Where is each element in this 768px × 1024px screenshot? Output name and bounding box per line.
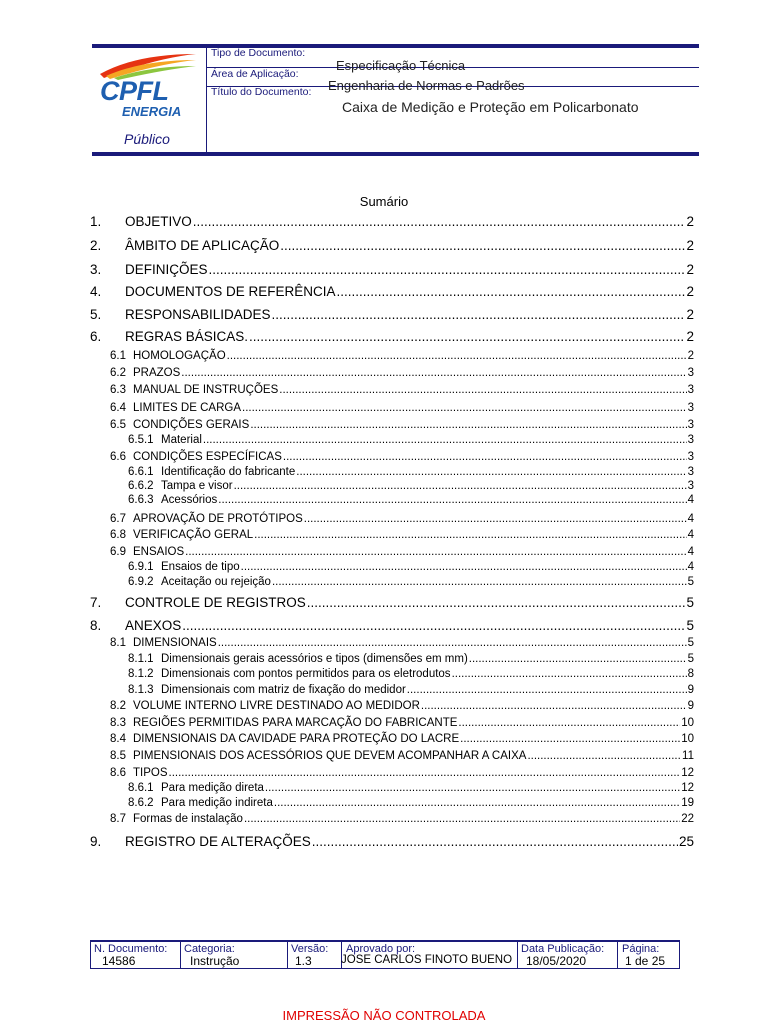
toc-entry-label: Identificação do fabricante (161, 466, 296, 478)
toc-entry-label: LIMITES DE CARGA (133, 402, 241, 414)
toc-entry-page: 4 (687, 494, 694, 506)
toc-entry-page: 12 (681, 782, 694, 794)
toc-entry[interactable] (110, 513, 694, 525)
toc-leader-dots (181, 367, 686, 379)
toc-leader-dots (249, 329, 685, 344)
uncontrolled-print-notice: IMPRESSÃO NÃO CONTROLADA (282, 1008, 486, 1023)
toc-entry-page: 3 (687, 419, 694, 431)
toc-leader-dots (312, 834, 678, 849)
toc-entry[interactable] (90, 595, 694, 610)
doc-number: 14586 (102, 954, 136, 968)
toc-entry[interactable] (110, 419, 694, 431)
toc-entry-page: 3 (687, 434, 694, 446)
toc-entry[interactable] (128, 434, 694, 446)
toc-entry-label: ÂMBITO DE APLICAÇÃO (125, 238, 280, 253)
toc-entry-number: 5. (90, 307, 102, 322)
toc-leader-dots (218, 637, 687, 649)
toc-entry-number: 4. (90, 284, 102, 299)
toc-leader-dots (272, 307, 686, 322)
toc-leader-dots (193, 214, 686, 229)
toc-entry-number: 8.4 (110, 733, 126, 745)
toc-leader-dots (182, 618, 685, 633)
toc-entry-label: VERIFICAÇÃO GERAL (133, 529, 254, 541)
toc-entry-number: 8.7 (110, 813, 126, 825)
toc-entry-label: VOLUME INTERNO LIVRE DESTINADO AO MEDIDOR (133, 700, 420, 712)
toc-leader-dots (254, 529, 686, 541)
toc-entry-label: CONDIÇÕES ESPECÍFICAS (133, 451, 282, 463)
toc-entry-label: HOMOLOGAÇÃO (133, 350, 226, 362)
toc-entry-page: 9 (687, 684, 694, 696)
toc-entry-label: Dimensionais gerais acessórios e tipos (dimensões em mm) (161, 653, 468, 665)
toc-entry[interactable] (110, 384, 694, 396)
header-divider (206, 48, 207, 152)
toc-entry-page: 3 (687, 402, 694, 414)
toc-entry-label: ANEXOS (125, 618, 182, 633)
toc-entry[interactable] (128, 653, 694, 665)
toc-entry-number: 6.3 (110, 384, 126, 396)
toc-entry-number: 1. (90, 214, 102, 229)
toc-leader-dots (265, 782, 680, 794)
toc-leader-dots (169, 767, 681, 779)
toc-leader-dots (307, 595, 686, 610)
toc-entry-label: Tampa e visor (161, 480, 233, 492)
toc-entry[interactable] (90, 214, 694, 229)
toc-entry-label: Dimensionais com pontos permitidos para os eletrodutos (161, 668, 451, 680)
toc-leader-dots (250, 419, 686, 431)
toc-entry-page: 2 (687, 350, 694, 362)
toc-entry-number: 6.9.2 (128, 576, 154, 588)
toc-leader-dots (279, 384, 686, 396)
toc-entry[interactable] (90, 284, 694, 299)
toc-entry-number: 6.7 (110, 513, 126, 525)
toc-entry-label: DIMENSIONAIS DA CAVIDADE PARA PROTEÇÃO DO LACRE (133, 733, 460, 745)
toc-entry-label: REGRAS BÁSICAS. (125, 329, 249, 344)
toc-entry-number: 6. (90, 329, 102, 344)
page-label: Página: (622, 943, 660, 955)
toc-entry-number: 6.4 (110, 402, 126, 414)
toc-entry[interactable] (110, 813, 694, 825)
toc-leader-dots (304, 513, 687, 525)
toc-entry[interactable] (90, 238, 694, 253)
toc-entry-label: ENSAIOS (133, 546, 185, 558)
toc-entry[interactable] (110, 402, 694, 414)
logo-wordmark: CPFL (100, 76, 169, 106)
toc-entry[interactable] (110, 767, 694, 779)
footer-divider (679, 942, 680, 968)
toc-entry[interactable] (128, 494, 694, 506)
toc-entry-page: 2 (686, 329, 694, 344)
doc-number-label: N. Documento: (94, 943, 168, 955)
toc-entry[interactable] (90, 307, 694, 322)
toc-entry-page: 25 (678, 834, 694, 849)
toc-entry[interactable] (110, 367, 694, 379)
classification-label: Público (124, 131, 170, 147)
toc-leader-dots (469, 653, 687, 665)
toc-entry-label: DIMENSIONAIS (133, 637, 217, 649)
doc-type-value: Especificação Técnica (336, 58, 466, 73)
toc-entry-label: TIPOS (133, 767, 168, 779)
toc-entry[interactable] (90, 262, 694, 277)
toc-entry-label: Para medição indireta (161, 797, 273, 809)
toc-entry[interactable] (128, 782, 694, 794)
toc-entry[interactable] (128, 797, 694, 809)
version: 1.3 (295, 954, 312, 968)
toc-leader-dots (421, 700, 687, 712)
toc-entry[interactable] (90, 834, 694, 849)
toc-entry-page: 12 (681, 767, 694, 779)
toc-entry-page: 4 (687, 529, 694, 541)
toc-leader-dots (460, 733, 680, 745)
toc-leader-dots (185, 546, 686, 558)
toc-entry[interactable] (110, 733, 694, 745)
toc-leader-dots (234, 480, 687, 492)
toc-entry[interactable] (110, 637, 694, 649)
approved-by-label: Aprovado por: (346, 943, 416, 955)
toc-entry-label: Aceitação ou rejeição (161, 576, 271, 588)
toc-entry-number: 8.1 (110, 637, 126, 649)
toc-entry-number: 8. (90, 618, 102, 633)
toc-entry-page: 10 (681, 717, 694, 729)
toc-leader-dots (244, 813, 680, 825)
toc-entry-page: 10 (681, 733, 694, 745)
footer-divider (180, 942, 181, 968)
toc-entry-label: OBJETIVO (125, 214, 192, 229)
toc-entry-number: 6.6.2 (128, 480, 154, 492)
toc-entry-label: Material (161, 434, 202, 446)
toc-title: Sumário (359, 194, 409, 209)
page-count: 1 de 25 (625, 954, 666, 968)
footer-divider (90, 942, 91, 968)
toc-leader-dots (296, 466, 686, 478)
title-label: Título do Documento: (211, 86, 312, 98)
toc-entry-number: 6.2 (110, 367, 126, 379)
toc-entry-page: 5 (687, 653, 694, 665)
version-label: Versão: (291, 943, 329, 955)
toc-entry-number: 6.9 (110, 546, 126, 558)
toc-entry-label: RESPONSABILIDADES (125, 307, 271, 322)
toc-entry-number: 8.6 (110, 767, 126, 779)
area-label: Área de Aplicação: (211, 68, 299, 80)
toc-entry-page: 8 (687, 668, 694, 680)
toc-entry-page: 5 (686, 595, 694, 610)
toc-entry-label: PRAZOS (133, 367, 181, 379)
toc-entry-page: 19 (681, 797, 694, 809)
toc-entry[interactable] (128, 576, 694, 588)
toc-leader-dots (209, 262, 686, 277)
toc-leader-dots (227, 350, 687, 362)
toc-entry-number: 6.5.1 (128, 434, 154, 446)
doc-type-label: Tipo de Documento: (211, 47, 306, 59)
toc-leader-dots (203, 434, 687, 446)
toc-entry-number: 6.8 (110, 529, 126, 541)
footer-divider (287, 942, 288, 968)
toc-entry[interactable] (110, 350, 694, 362)
toc-entry-page: 4 (687, 546, 694, 558)
toc-entry-label: PIMENSIONAIS DOS ACESSÓRIOS QUE DEVEM ACOMPANHAR A CAIXA (133, 750, 527, 762)
toc-entry-number: 8.1.2 (128, 668, 154, 680)
toc-entry-label: DEFINIÇÕES (125, 262, 208, 277)
toc-entry-page: 2 (686, 307, 694, 322)
toc-entry-number: 8.1.1 (128, 653, 154, 665)
toc-entry[interactable] (128, 466, 694, 478)
toc-leader-dots (274, 797, 680, 809)
toc-entry[interactable] (128, 668, 694, 680)
toc-leader-dots (527, 750, 681, 762)
toc-entry-label: MANUAL DE INSTRUÇÕES (133, 384, 279, 396)
footer-divider (617, 942, 618, 968)
toc-entry[interactable] (110, 750, 694, 762)
toc-entry-number: 9. (90, 834, 102, 849)
toc-entry-number: 6.6 (110, 451, 126, 463)
toc-entry-label: Dimensionais com matriz de fixação do medidor (161, 684, 406, 696)
toc-entry[interactable] (110, 546, 694, 558)
toc-entry-label: Acessórios (161, 494, 218, 506)
toc-entry-number: 2. (90, 238, 102, 253)
toc-entry-page: 3 (687, 367, 694, 379)
document-title: Caixa de Medição e Proteção em Policarbonato (342, 99, 639, 115)
pub-date-label: Data Publicação: (521, 943, 605, 955)
toc-entry-number: 3. (90, 262, 102, 277)
toc-leader-dots (283, 451, 687, 463)
toc-entry-page: 11 (682, 750, 694, 762)
toc-entry-number: 6.1 (110, 350, 126, 362)
toc-entry-label: Ensaios de tipo (161, 561, 240, 573)
toc-entry-number: 6.9.1 (128, 561, 154, 573)
toc-entry-label: APROVAÇÃO DE PROTÓTIPOS (133, 513, 303, 525)
toc-entry-label: Formas de instalação (133, 813, 243, 825)
toc-entry-page: 5 (687, 576, 694, 588)
approved-by: JOSE CARLOS FINOTO BUENO (341, 954, 513, 966)
toc-leader-dots (458, 717, 680, 729)
toc-entry-number: 8.2 (110, 700, 126, 712)
toc-leader-dots (337, 284, 686, 299)
toc-entry-number: 7. (90, 595, 102, 610)
toc-entry-page: 22 (681, 813, 694, 825)
logo-subtitle: ENERGIA (122, 104, 182, 119)
toc-entry[interactable] (90, 329, 694, 344)
area-value: Engenharia de Normas e Padrões (328, 78, 525, 93)
toc-entry-label: Para medição direta (161, 782, 264, 794)
toc-entry-label: REGISTRO DE ALTERAÇÕES (125, 834, 311, 849)
toc-entry[interactable] (110, 451, 694, 463)
toc-entry-label: CONTROLE DE REGISTROS (125, 595, 306, 610)
toc-entry-number: 6.5 (110, 419, 126, 431)
toc-entry[interactable] (90, 618, 694, 633)
toc-entry-label: DOCUMENTOS DE REFERÊNCIA (125, 284, 336, 299)
toc-entry-page: 3 (687, 466, 694, 478)
toc-entry-number: 6.6.1 (128, 466, 154, 478)
toc-entry-label: REGIÕES PERMITIDAS PARA MARCAÇÃO DO FABRICANTE (133, 717, 458, 729)
toc-leader-dots (452, 668, 687, 680)
toc-entry-page: 4 (687, 561, 694, 573)
toc-leader-dots (407, 684, 687, 696)
toc-entry-number: 8.1.3 (128, 684, 154, 696)
footer-divider (517, 942, 518, 968)
toc-entry-number: 6.6.3 (128, 494, 154, 506)
header-top-rule (92, 44, 699, 48)
toc-entry-page: 3 (687, 451, 694, 463)
toc-leader-dots (241, 561, 687, 573)
toc-entry-page: 5 (686, 618, 694, 633)
header-bottom-rule (92, 152, 699, 156)
toc-entry-page: 2 (686, 262, 694, 277)
toc-entry[interactable] (128, 480, 694, 492)
toc-entry-page: 5 (687, 637, 694, 649)
toc-entry-page: 2 (686, 214, 694, 229)
toc-entry-page: 2 (686, 284, 694, 299)
toc-entry[interactable] (128, 684, 694, 696)
toc-entry-page: 3 (687, 480, 694, 492)
category: Instrução (190, 954, 240, 968)
toc-entry-page: 3 (687, 384, 694, 396)
toc-entry-page: 2 (686, 238, 694, 253)
toc-entry-page: 4 (687, 513, 694, 525)
pub-date: 18/05/2020 (526, 954, 587, 968)
toc-leader-dots (280, 238, 685, 253)
toc-leader-dots (218, 494, 686, 506)
toc-entry-number: 8.6.2 (128, 797, 154, 809)
toc-entry[interactable] (128, 561, 694, 573)
toc-entry[interactable] (110, 529, 694, 541)
toc-entry[interactable] (110, 717, 694, 729)
toc-leader-dots (272, 576, 687, 588)
toc-entry-label: CONDIÇÕES GERAIS (133, 419, 250, 431)
toc-entry-page: 9 (687, 700, 694, 712)
toc-entry-number: 8.3 (110, 717, 126, 729)
footer-bottom-rule (90, 968, 680, 969)
toc-entry[interactable] (110, 700, 694, 712)
footer-top-rule (90, 940, 680, 942)
category-label: Categoria: (184, 943, 235, 955)
toc-entry-number: 8.6.1 (128, 782, 154, 794)
toc-entry-number: 8.5 (110, 750, 126, 762)
toc-leader-dots (242, 402, 687, 414)
